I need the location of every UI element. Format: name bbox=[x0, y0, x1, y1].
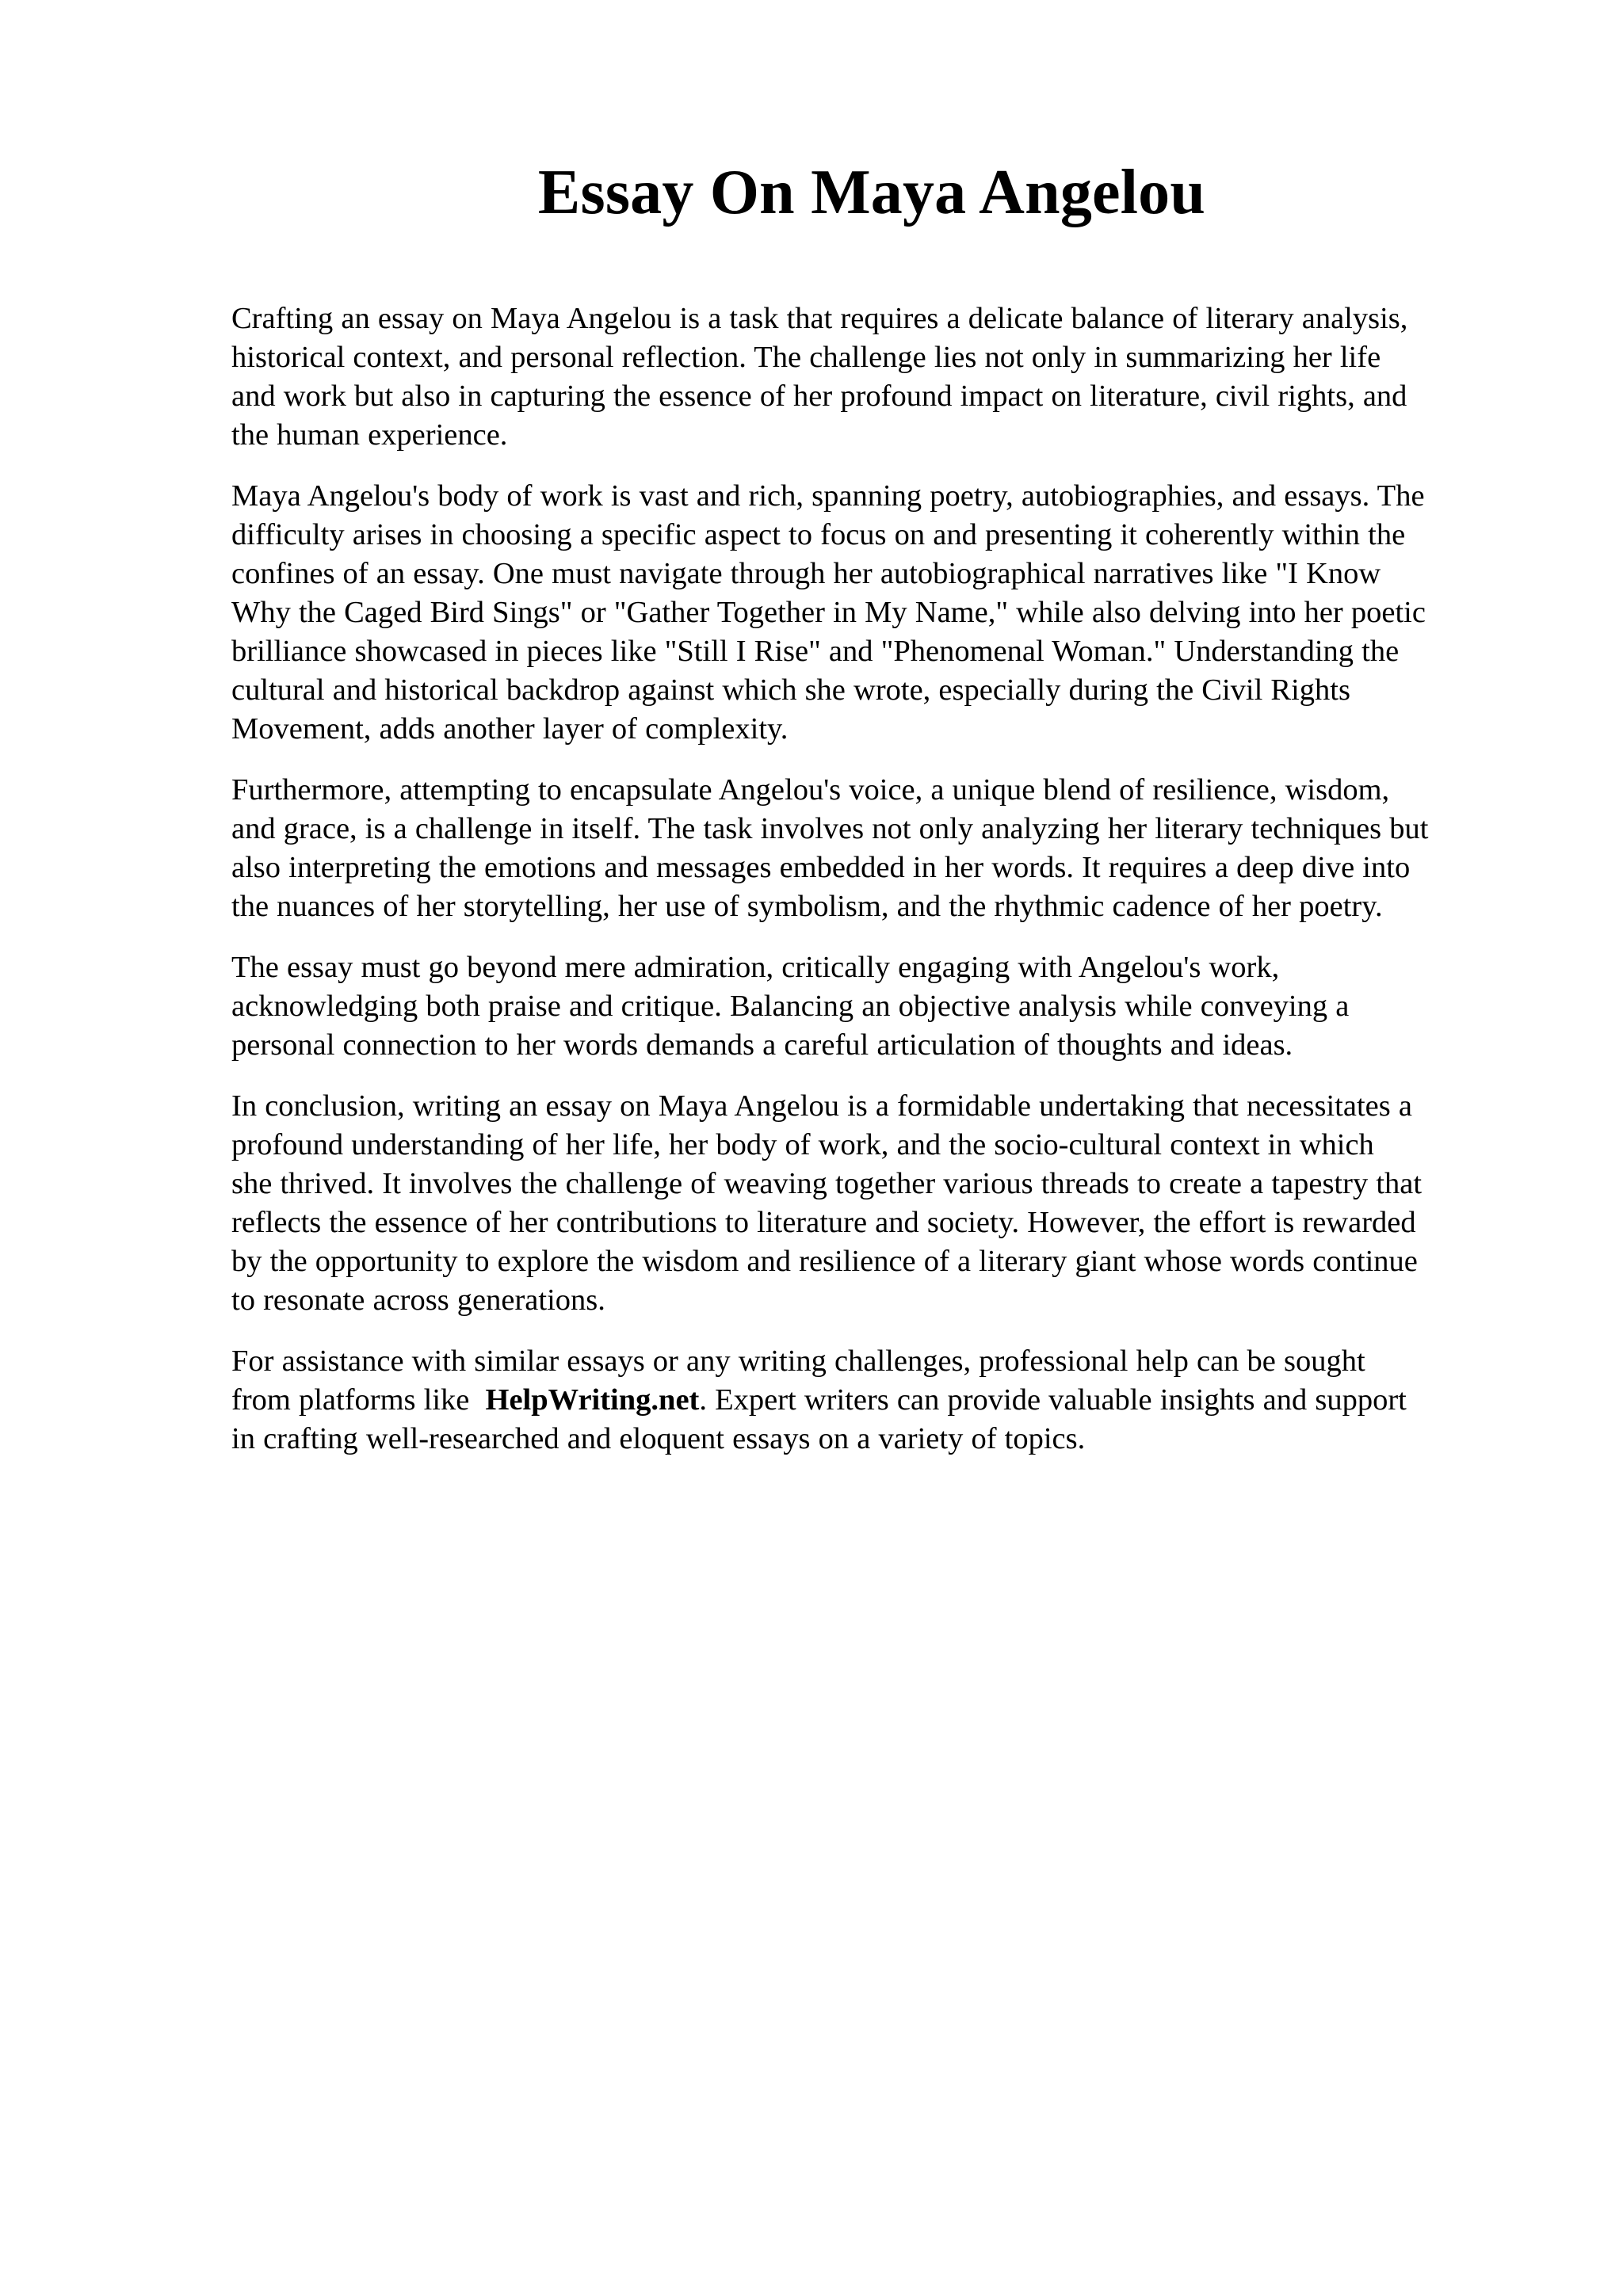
paragraph-line: the human experience. bbox=[231, 418, 508, 452]
paragraph-line: personal connection to her words demands a careful articulation of thoughts and ideas. bbox=[231, 1028, 1293, 1062]
paragraph-line: historical context, and personal reflection. The challenge lies not only in summarizing her life bbox=[231, 341, 1381, 374]
paragraph-line: brilliance showcased in pieces like "Still I Rise" and "Phenomenal Woman." Understanding the bbox=[231, 635, 1400, 668]
paragraph-line: difficulty arises in choosing a specific aspect to focus on and presenting it coherently within the bbox=[231, 518, 1406, 551]
paragraph-line: Movement, adds another layer of complexity. bbox=[231, 712, 789, 746]
paragraph-intro bbox=[231, 299, 1547, 455]
paragraph-line: The essay must go beyond mere admiration, critically engaging with Angelou's work, bbox=[231, 951, 1280, 984]
paragraph-line: to resonate across generations. bbox=[231, 1283, 605, 1317]
paragraph-critique bbox=[231, 948, 1547, 1065]
paragraph-closing bbox=[231, 1342, 1547, 1459]
paragraph-line: and grace, is a challenge in itself. The task involves not only analyzing her literary techniques but bbox=[231, 812, 1429, 845]
paragraph-line: Crafting an essay on Maya Angelou is a task that requires a delicate balance of literary analysis, bbox=[231, 302, 1408, 335]
paragraph-line: in crafting well-researched and eloquent essays on a variety of topics. bbox=[231, 1422, 1086, 1455]
closing-text-before-link: from platforms like bbox=[231, 1383, 470, 1417]
paragraph-line: by the opportunity to explore the wisdom and resilience of a literary giant whose words continue bbox=[231, 1245, 1418, 1278]
paragraph-line: profound understanding of her life, her body of work, and the socio-cultural context in which bbox=[231, 1128, 1374, 1161]
paragraph-line: Why the Caged Bird Sings" or "Gather Together in My Name," while also delving into her poetic bbox=[231, 596, 1426, 629]
paragraph-line: and work but also in capturing the essence of her profound impact on literature, civil rights, and bbox=[231, 379, 1407, 413]
paragraph-line: In conclusion, writing an essay on Maya Angelou is a formidable undertaking that necessitates a bbox=[231, 1089, 1412, 1123]
document-title: Essay On Maya Angelou bbox=[537, 158, 1206, 227]
closing-text-after-link: . Expert writers can provide valuable insights and support bbox=[699, 1383, 1407, 1417]
document-body bbox=[231, 299, 1547, 1481]
paragraph-line: she thrived. It involves the challenge of weaving together various threads to create a tapestry that bbox=[231, 1167, 1423, 1200]
paragraph-line-with-link bbox=[231, 1381, 1547, 1420]
paragraph-conclusion bbox=[231, 1087, 1547, 1320]
paragraph-voice bbox=[231, 771, 1547, 926]
paragraph-line: reflects the essence of her contributions to literature and society. However, the effort is rewarded bbox=[231, 1206, 1416, 1239]
paragraph-body-of-work bbox=[231, 477, 1547, 749]
paragraph-line: also interpreting the emotions and messages embedded in her words. It requires a deep dive into bbox=[231, 851, 1411, 884]
paragraph-line: Furthermore, attempting to encapsulate Angelou's voice, a unique blend of resilience, wisdom, bbox=[231, 773, 1390, 807]
paragraph-line: the nuances of her storytelling, her use of symbolism, and the rhythmic cadence of her poetry. bbox=[231, 890, 1383, 923]
paragraph-line: Maya Angelou's body of work is vast and rich, spanning poetry, autobiographies, and essays. The bbox=[231, 479, 1425, 513]
helpwriting-link[interactable]: HelpWriting.net bbox=[485, 1383, 700, 1417]
paragraph-line: acknowledging both praise and critique. Balancing an objective analysis while conveying a bbox=[231, 990, 1350, 1023]
paragraph-line: confines of an essay. One must navigate through her autobiographical narratives like "I Know bbox=[231, 557, 1381, 590]
paragraph-line: cultural and historical backdrop against which she wrote, especially during the Civil Rights bbox=[231, 673, 1350, 707]
paragraph-line: For assistance with similar essays or any writing challenges, professional help can be sought bbox=[231, 1344, 1365, 1378]
